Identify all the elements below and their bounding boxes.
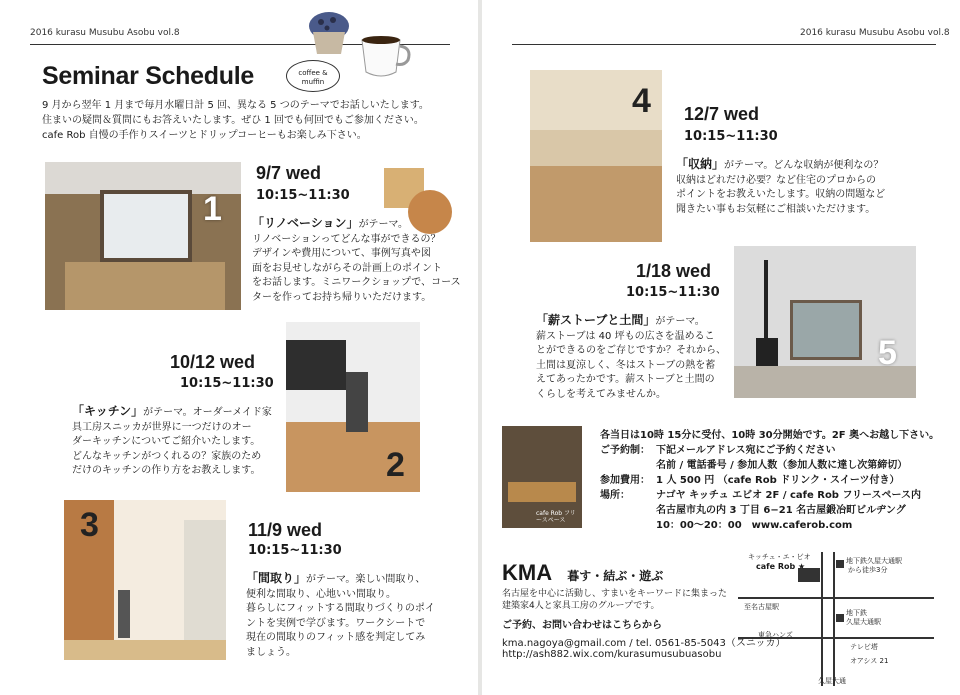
address-value: 名古屋市丸の内 3 丁目 6−21 名古屋鍛冶町ビルヂング xyxy=(656,505,906,516)
window-view xyxy=(790,300,862,360)
notice-line: 各当日は10時 15分に受付、10時 30分開始です。2F 奥へお越し下さい。 xyxy=(600,430,940,441)
description-line: 聞きたい事もお気軽にご相談いただけます。 xyxy=(676,203,876,215)
website-link[interactable]: http://ash882.wix.com/kurasumusubuasobu xyxy=(502,649,722,660)
fee-value: 1 人 500 円 （cafe Rob ドリンク・スイーツ付き） xyxy=(656,475,900,486)
renovation-photo xyxy=(45,162,241,310)
place-label: 場所： xyxy=(600,490,630,501)
session-1-theme: 「リノベーション」 xyxy=(252,216,359,230)
description-line: デザインや費用について、事例写真や図 xyxy=(252,248,431,259)
intro-text xyxy=(42,98,462,143)
wood-stove xyxy=(756,338,778,366)
place-value: ナゴヤ キッチュ エビオ 2F / cafe Rob フリースペース内 xyxy=(656,490,922,501)
session-4-description xyxy=(676,157,936,217)
reserve-label: ご予約制： xyxy=(600,445,650,456)
theme-suffix: がテーマ。オーダーメイド家 xyxy=(143,407,272,418)
session-3-theme: 「間取り」 xyxy=(246,571,307,585)
contact-heading: ご予約、お問い合わせはこちらから xyxy=(502,620,662,631)
session-number-4: 4 xyxy=(632,82,651,120)
description-line: ダーキッチンについてご紹介いたします。 xyxy=(72,436,261,447)
kma-desc-line: 建築家4人と家具工房のグループです。 xyxy=(502,601,660,611)
cafe-photo-caption: cafe Rob フリースペース xyxy=(536,510,576,524)
fee-row xyxy=(600,473,945,488)
intro-line: 9 月から翌年 1 月まで毎月水曜日計 5 回、異なる 5 つのテーマでお話しいたします。 xyxy=(42,100,429,111)
description-line: くらしを考えてみませんか。 xyxy=(536,388,666,400)
description-line: とができるのをご存じですか？それから、 xyxy=(536,345,726,356)
person-figure xyxy=(346,372,368,432)
window-column xyxy=(184,520,226,660)
place-row xyxy=(600,488,945,503)
description-line: 便利な間取り、心地いい間取り。 xyxy=(246,588,396,600)
running-header-right: 2016 kurasu Musubu Asobu vol.8 xyxy=(800,28,950,38)
running-header-left: 2016 kurasu Musubu Asobu vol.8 xyxy=(30,28,180,38)
description-line: だけのキッチンの作り方をお教えします。 xyxy=(72,465,261,476)
session-3-date: 11/9 wed xyxy=(248,520,323,540)
map-label-oasis: オアシス 21 xyxy=(850,657,889,665)
map-label-station-2b: 久屋大通駅 xyxy=(846,618,881,626)
info-block xyxy=(600,428,945,533)
description-line: 具工房スニッカが世界に一つだけのオー xyxy=(72,421,252,433)
coffee-muffin-badge: coffee & muffin xyxy=(286,60,340,92)
map-label-station-1b: から徒歩3分 xyxy=(848,566,888,574)
theme-suffix: がテーマ。どんな収納が便利なの？ xyxy=(724,160,884,171)
theme-suffix: がテーマ。 xyxy=(358,219,408,230)
floorplan-photo xyxy=(64,500,226,660)
floor xyxy=(64,640,226,660)
session-4-time: 10:15~11:30 xyxy=(684,129,778,144)
kma-description xyxy=(502,588,727,612)
description-line: 収納はどれだけ必要？など住宅のプロからの xyxy=(676,174,876,186)
session-4-date: 12/7 wed xyxy=(684,104,760,124)
stove-photo xyxy=(734,246,916,398)
session-number-2: 2 xyxy=(386,446,405,484)
description-line: をお話します。ミニワークショップで、コース xyxy=(252,277,461,288)
spacer xyxy=(600,458,656,473)
location-map xyxy=(738,552,934,686)
intro-line: cafe Rob 自慢の手作りスイーツとドリップコーヒーもお楽しみ下さい。 xyxy=(42,130,367,141)
session-5-time: 10:15~11:30 xyxy=(626,285,720,300)
header-rule-right xyxy=(512,44,936,45)
session-number-3: 3 xyxy=(80,506,99,544)
session-4-theme: 「収納」 xyxy=(676,157,725,171)
map-label-nagoya: 至名古屋駅 xyxy=(744,603,779,611)
session-2-date: 10/12 wed xyxy=(170,352,256,372)
floor-area xyxy=(65,262,225,310)
session-2-time: 10:15~11:30 xyxy=(180,376,274,391)
stove-pipe xyxy=(764,260,768,340)
session-3-time: 10:15~11:30 xyxy=(248,543,342,558)
session-1-time: 10:15~11:30 xyxy=(256,188,350,203)
hours-value: 10：00〜20：00 www.caferob.com xyxy=(656,520,853,531)
description-line: どんなキッチンがつくれるの？家族のため xyxy=(72,450,262,462)
child-figure xyxy=(118,590,130,638)
description-line: 面をお見せしながらその計画上のポイント xyxy=(252,262,442,274)
session-5-date: 1/18 wed xyxy=(636,261,712,281)
reserve-detail: 名前 / 電話番号 / 参加人数（参加人数に達し次第締切） xyxy=(656,460,908,471)
kma-logo: KMA xyxy=(502,560,553,585)
session-2-description xyxy=(72,404,282,479)
session-1-date: 9/7 wed xyxy=(256,163,322,183)
description-line: ポイントをお教えいたします。収納の問題など xyxy=(676,189,886,200)
description-line: えてあったかです。薪ストーブと土間の xyxy=(536,374,715,385)
fee-label: 参加費用： xyxy=(600,475,650,486)
map-label-street: 久屋大通 xyxy=(818,677,846,685)
place-row-2 xyxy=(600,503,945,518)
map-roads xyxy=(738,552,934,686)
cafe-photo xyxy=(502,426,582,528)
session-2-theme: 「キッチン」 xyxy=(72,404,144,418)
drawers xyxy=(530,166,662,242)
session-1-description xyxy=(252,216,467,305)
session-5-description xyxy=(536,313,736,402)
theme-suffix: がテーマ。 xyxy=(655,316,705,327)
description-line: ターを作ってお持ち帰りいただけます。 xyxy=(252,291,432,303)
spacer xyxy=(600,518,656,533)
map-label-tvtower: テレビ塔 xyxy=(850,643,878,651)
map-label-station-2: 地下鉄 xyxy=(846,609,867,617)
storage-photo xyxy=(530,70,662,242)
right-page xyxy=(482,0,960,695)
kitchen-photo xyxy=(286,322,420,492)
reserve-row-2 xyxy=(600,458,945,473)
description-line: 土間は夏涼しく、冬はストーブの熱を蓄 xyxy=(536,359,716,371)
contact-line: kma.nagoya@gmail.com / tel. 0561-85-5043（スニッカ） xyxy=(502,638,786,649)
theme-suffix: がテーマ。楽しい間取り、 xyxy=(306,574,426,585)
left-page xyxy=(0,0,478,695)
session-3-description xyxy=(246,571,461,660)
kitchen-cabinets xyxy=(286,340,346,390)
map-label-shop: キッチュ・エ・ビオ xyxy=(748,553,811,561)
description-line: 薪ストーブは 40 坪もの広さを温めるこ xyxy=(536,330,715,342)
session-number-1: 1 xyxy=(203,190,222,228)
description-line: リノベーションってどんな事ができるの？ xyxy=(252,233,441,245)
description-line: 暮らしにフィットする間取りづくりのポイ xyxy=(246,603,435,614)
kma-tagline: 暮す・結ぶ・遊ぶ xyxy=(567,569,664,583)
coffee-cup-illustration xyxy=(358,32,416,82)
description-line: ましょう。 xyxy=(246,646,296,658)
page-title: Seminar Schedule xyxy=(42,62,254,90)
session-5-theme: 「薪ストーブと土間」 xyxy=(536,313,656,327)
spacer xyxy=(600,503,656,518)
kma-desc-line: 名古屋を中心に活動し、すまいをキーワードに集まった xyxy=(502,589,728,599)
description-line: ントを実例で学びます。ワークシートで xyxy=(246,617,426,629)
reserve-value: 下記メールアドレス宛にご予約ください xyxy=(656,445,836,456)
map-label-hands: 東急ハンズ xyxy=(758,631,793,639)
intro-line: 住まいの疑問＆質問にもお答えいたします。ぜひ 1 回でも何回でもご参加ください。 xyxy=(42,115,424,126)
window-area xyxy=(100,190,192,262)
map-label-station-1: 地下鉄久屋大通駅 xyxy=(846,557,902,565)
place-row-3 xyxy=(600,518,945,533)
muffin-illustration xyxy=(305,8,353,56)
map-label-cafe: cafe Rob ★ xyxy=(756,562,806,571)
cafe-table xyxy=(508,482,576,502)
reserve-row xyxy=(600,443,945,458)
kma-heading xyxy=(502,560,663,586)
description-line: 現在の間取りのフィット感を判定してみ xyxy=(246,632,426,643)
session-number-5: 5 xyxy=(878,334,897,372)
